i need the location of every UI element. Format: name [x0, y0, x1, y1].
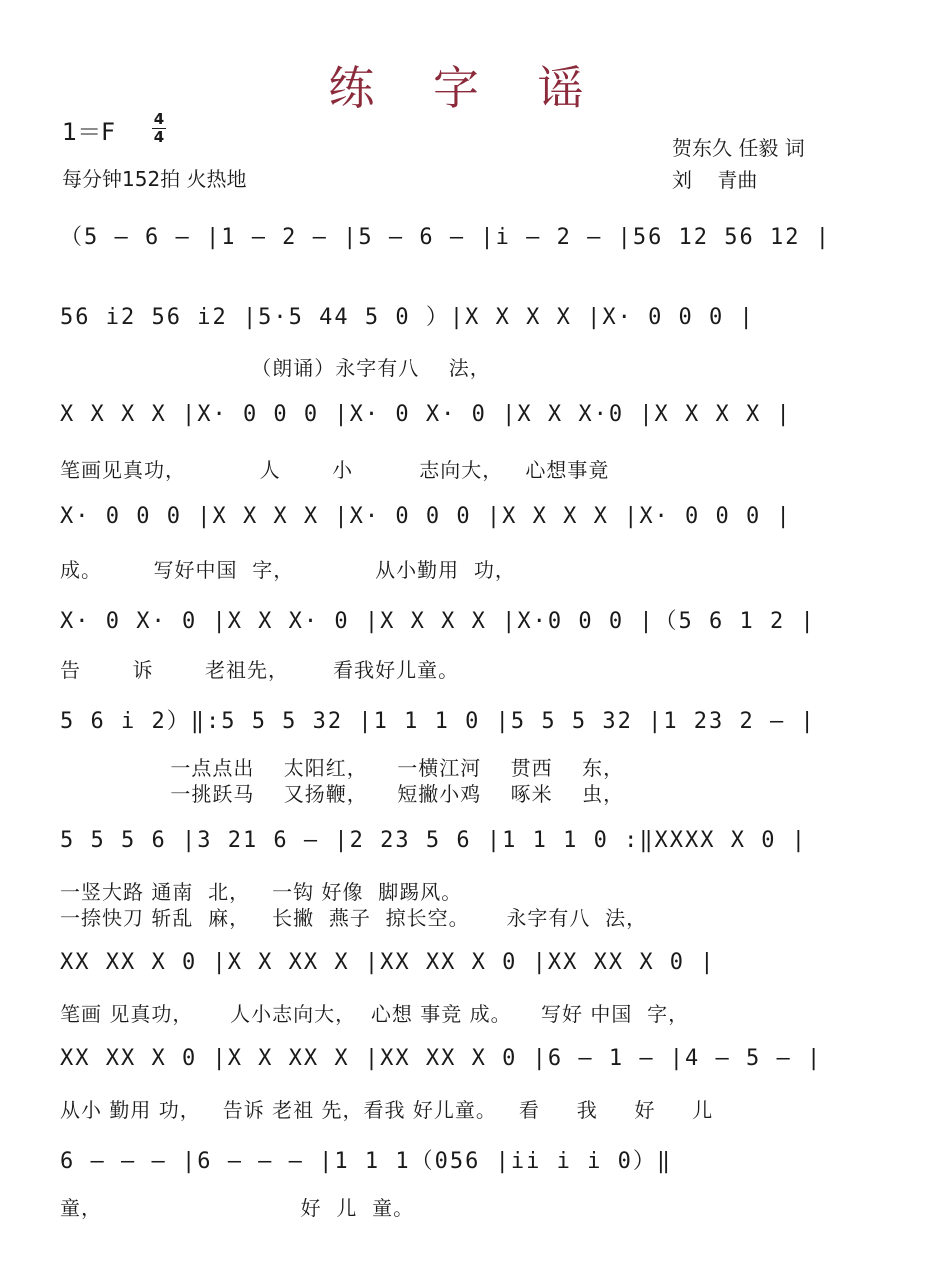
staff-line-6-lyrics-verse-1: 一点点出 太阳红， 一横江河 贯西 东，	[60, 756, 625, 780]
time-signature-bottom: 4	[153, 128, 165, 146]
staff-line-7-lyrics-verse-1: 一竖大路 通南 北， 一钩 好像 脚踢风。	[60, 880, 463, 904]
staff-line-7-lyrics-verse-2: 一捺快刀 斩乱 麻， 长撇 燕子 掠长空。 永字有八 法，	[60, 906, 648, 930]
staff-line-10-notes: 6 – – – |6 – – – |1 1 1（056 |ii i i 0）‖	[60, 1149, 673, 1174]
staff-line-9-notes: XX XX X 0 |X X XX X |XX XX X 0 |6 – 1 – |4 – 5 – |	[60, 1046, 823, 1071]
time-signature-top: 4	[153, 110, 165, 128]
staff-line-6-lyrics-verse-2: 一挑跃马 又扬鞭， 短撇小鸡 啄米 虫，	[60, 782, 625, 806]
staff-line-5-lyrics: 告 诉 老祖先， 看我好儿童。	[60, 658, 460, 682]
lyricist-credit: 贺东久 任毅 词	[672, 136, 805, 160]
tempo-marking: 每分钟152拍 火热地	[62, 167, 247, 191]
staff-line-2-lyrics: （朗诵）永字有八 法，	[60, 356, 491, 380]
staff-line-2-notes: 56 i2 56 i2 |5·5 44 5 0 ）|X X X X |X· 0 0 0 |	[60, 305, 755, 330]
staff-line-6-notes: 5 6 i 2）‖:5 5 5 32 |1 1 1 0 |5 5 5 32 |1 23 2 – |	[60, 709, 816, 734]
time-signature	[152, 112, 166, 145]
staff-line-3-lyrics: 笔画见真功， 人 小 志向大， 心想事竟	[60, 458, 610, 482]
staff-line-7-notes: 5 5 5 6 |3 21 6 – |2 23 5 6 |1 1 1 0 :‖XXXX X 0 |	[60, 828, 808, 853]
song-title: 练 字 谣	[328, 61, 606, 115]
staff-line-5-notes: X· 0 X· 0 |X X X· 0 |X X X X |X·0 0 0 |（5 6 1 2 |	[60, 609, 816, 634]
staff-line-4-notes: X· 0 0 0 |X X X X |X· 0 0 0 |X X X X |X· 0 0 0 |	[60, 504, 792, 529]
staff-line-9-lyrics: 从小 勤用 功， 告诉 老祖 先，看我 好儿童。 看 我 好 儿	[60, 1098, 714, 1122]
staff-line-4-lyrics: 成。 写好中国 字， 从小勤用 功，	[60, 558, 516, 582]
staff-line-8-notes: XX XX X 0 |X X XX X |XX XX X 0 |XX XX X 0 |	[60, 950, 716, 975]
staff-line-1-notes: （5 – 6 – |1 – 2 – |5 – 6 – |i – 2 – |56 12 56 12 |	[60, 225, 832, 250]
composer-credit: 刘 青曲	[672, 168, 758, 192]
key-signature: 1＝F	[62, 118, 116, 146]
staff-line-3-notes: X X X X |X· 0 0 0 |X· 0 X· 0 |X X X·0 |X X X X |	[60, 402, 792, 427]
staff-line-10-lyrics: 童， 好 儿 童。	[60, 1196, 415, 1220]
staff-line-8-lyrics: 笔画 见真功， 人小志向大， 心想 事竞 成。 写好 中国 字，	[60, 1002, 690, 1026]
